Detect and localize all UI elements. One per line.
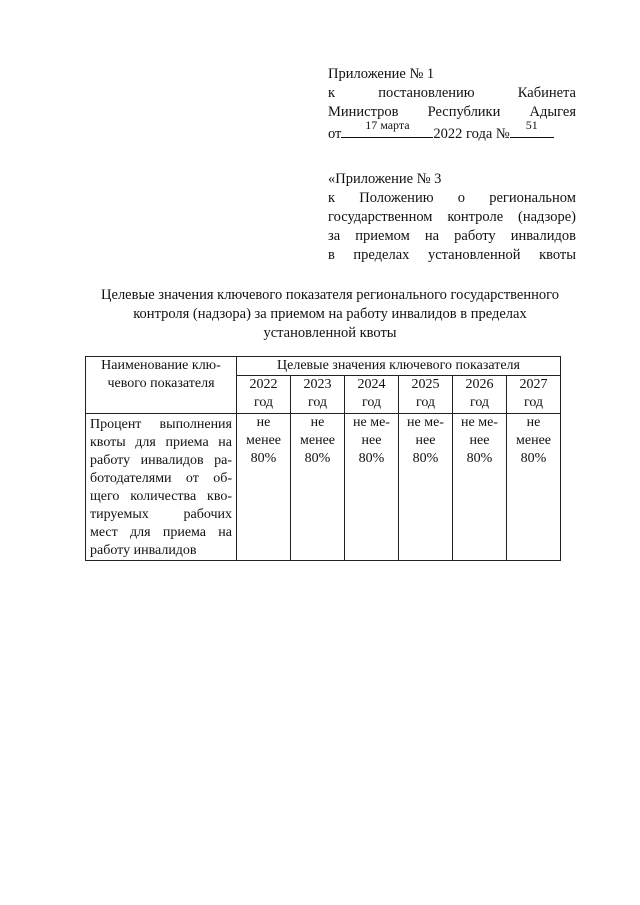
year-cell	[507, 376, 561, 414]
year: 2023	[303, 377, 332, 392]
year: 2027	[519, 377, 548, 392]
word: в	[328, 247, 335, 263]
indicator-name-line: щего количества кво-	[90, 489, 232, 504]
word: контроле	[447, 209, 504, 225]
year: 2024	[357, 377, 386, 392]
word: к	[328, 85, 336, 101]
table-header-row	[86, 357, 561, 376]
year-cell	[345, 376, 399, 414]
word: Кабинета	[517, 85, 576, 101]
appendix-3-line-3	[328, 208, 576, 227]
value-line: нее	[361, 433, 382, 448]
value-line: 80%	[358, 451, 385, 466]
year-unit: год	[523, 395, 544, 410]
year: 2026	[465, 377, 494, 392]
value-line: не ме-	[353, 415, 390, 430]
word: к	[328, 190, 336, 206]
value-line: менее	[246, 433, 281, 448]
appendix-1-line-2	[328, 84, 576, 103]
year-unit: год	[253, 395, 274, 410]
value-cell-2026	[453, 414, 507, 561]
value-cell-2024	[345, 414, 399, 561]
year-unit: год	[469, 395, 490, 410]
word: квоты	[539, 247, 576, 263]
document-title-line-3: установленной квоты	[263, 325, 397, 341]
value-cell-2025	[399, 414, 453, 561]
year-unit: год	[415, 395, 436, 410]
word: Министров	[328, 104, 399, 120]
header-target-values: Целевые значения ключевого показателя	[237, 357, 561, 376]
word: региональном	[489, 190, 576, 206]
number-field	[510, 118, 554, 138]
value-line: нее	[415, 433, 436, 448]
word: пределах	[353, 247, 410, 263]
value-line: 80%	[412, 451, 439, 466]
year: 2022	[249, 377, 278, 392]
indicator-name-line: тируемых рабочих	[90, 507, 232, 522]
value-line: 80%	[520, 451, 547, 466]
document-title-line-1: Целевые значения ключевого показателя регионального государственного	[101, 287, 559, 303]
word: установленной	[427, 247, 521, 263]
appendix-3-line-4	[328, 227, 576, 246]
value-line: не ме-	[461, 415, 498, 430]
value-line: не	[256, 415, 271, 430]
document-title-line-2: контроля (надзора) за приемом на работу инвалидов в пределах	[133, 306, 527, 322]
year-unit: год	[307, 395, 328, 410]
value-line: 80%	[466, 451, 493, 466]
indicator-name-line: мест для приема на	[90, 525, 232, 540]
word: (надзоре)	[517, 209, 576, 225]
value-line: не	[310, 415, 325, 430]
word: Адыгея	[529, 104, 576, 120]
value-line: нее	[469, 433, 490, 448]
indicator-table	[85, 356, 561, 561]
word: на	[424, 228, 440, 244]
word: инвалидов	[510, 228, 576, 244]
value-cell-2022	[237, 414, 291, 561]
document-title	[80, 286, 580, 343]
word: Республики	[427, 104, 501, 120]
header-indicator-name	[86, 357, 237, 414]
year-unit: год	[361, 395, 382, 410]
value-line: менее	[516, 433, 551, 448]
date-field	[341, 118, 433, 138]
indicator-name-cell	[86, 414, 237, 561]
word: государственном	[328, 209, 433, 225]
word: за	[328, 228, 341, 244]
word: приемом	[355, 228, 410, 244]
indicator-name-line: работу инвалидов ра-	[90, 453, 232, 468]
year: 2025	[411, 377, 440, 392]
word: о	[457, 190, 466, 206]
appendix-3-line-2	[328, 189, 576, 208]
header-name-line: чевого показателя	[107, 376, 215, 391]
year-cell	[291, 376, 345, 414]
appendix-3-title: «Приложение № 3	[328, 171, 442, 187]
year-text: 2022 года №	[433, 126, 510, 142]
year-cell	[399, 376, 453, 414]
header-name-line: Наименование клю-	[101, 358, 221, 373]
appendix-3-line-5	[328, 246, 576, 265]
indicator-name-line: Процент выполнения	[90, 417, 232, 432]
year-cell	[237, 376, 291, 414]
indicator-name-line: ботодателями от об-	[90, 471, 232, 486]
value-cell-2027	[507, 414, 561, 561]
year-cell	[453, 376, 507, 414]
date-prefix: от	[328, 126, 342, 142]
date-value: 17 марта	[365, 118, 410, 132]
value-line: менее	[300, 433, 335, 448]
indicator-name-line: работу инвалидов	[90, 543, 197, 558]
number-value: 51	[525, 118, 538, 132]
value-line: 80%	[250, 451, 277, 466]
word: работу	[454, 228, 496, 244]
word: Положению	[359, 190, 434, 206]
table-row	[86, 414, 561, 561]
appendix-1-date-line	[328, 118, 576, 142]
value-cell-2023	[291, 414, 345, 561]
value-line: не ме-	[407, 415, 444, 430]
indicator-name-line: квоты для приема на	[90, 435, 232, 450]
appendix-3-header	[328, 170, 576, 265]
appendix-1-title: Приложение № 1	[328, 66, 435, 82]
value-line: 80%	[304, 451, 331, 466]
value-line: не	[526, 415, 541, 430]
appendix-1-header	[328, 65, 576, 141]
word: постановлению	[378, 85, 475, 101]
